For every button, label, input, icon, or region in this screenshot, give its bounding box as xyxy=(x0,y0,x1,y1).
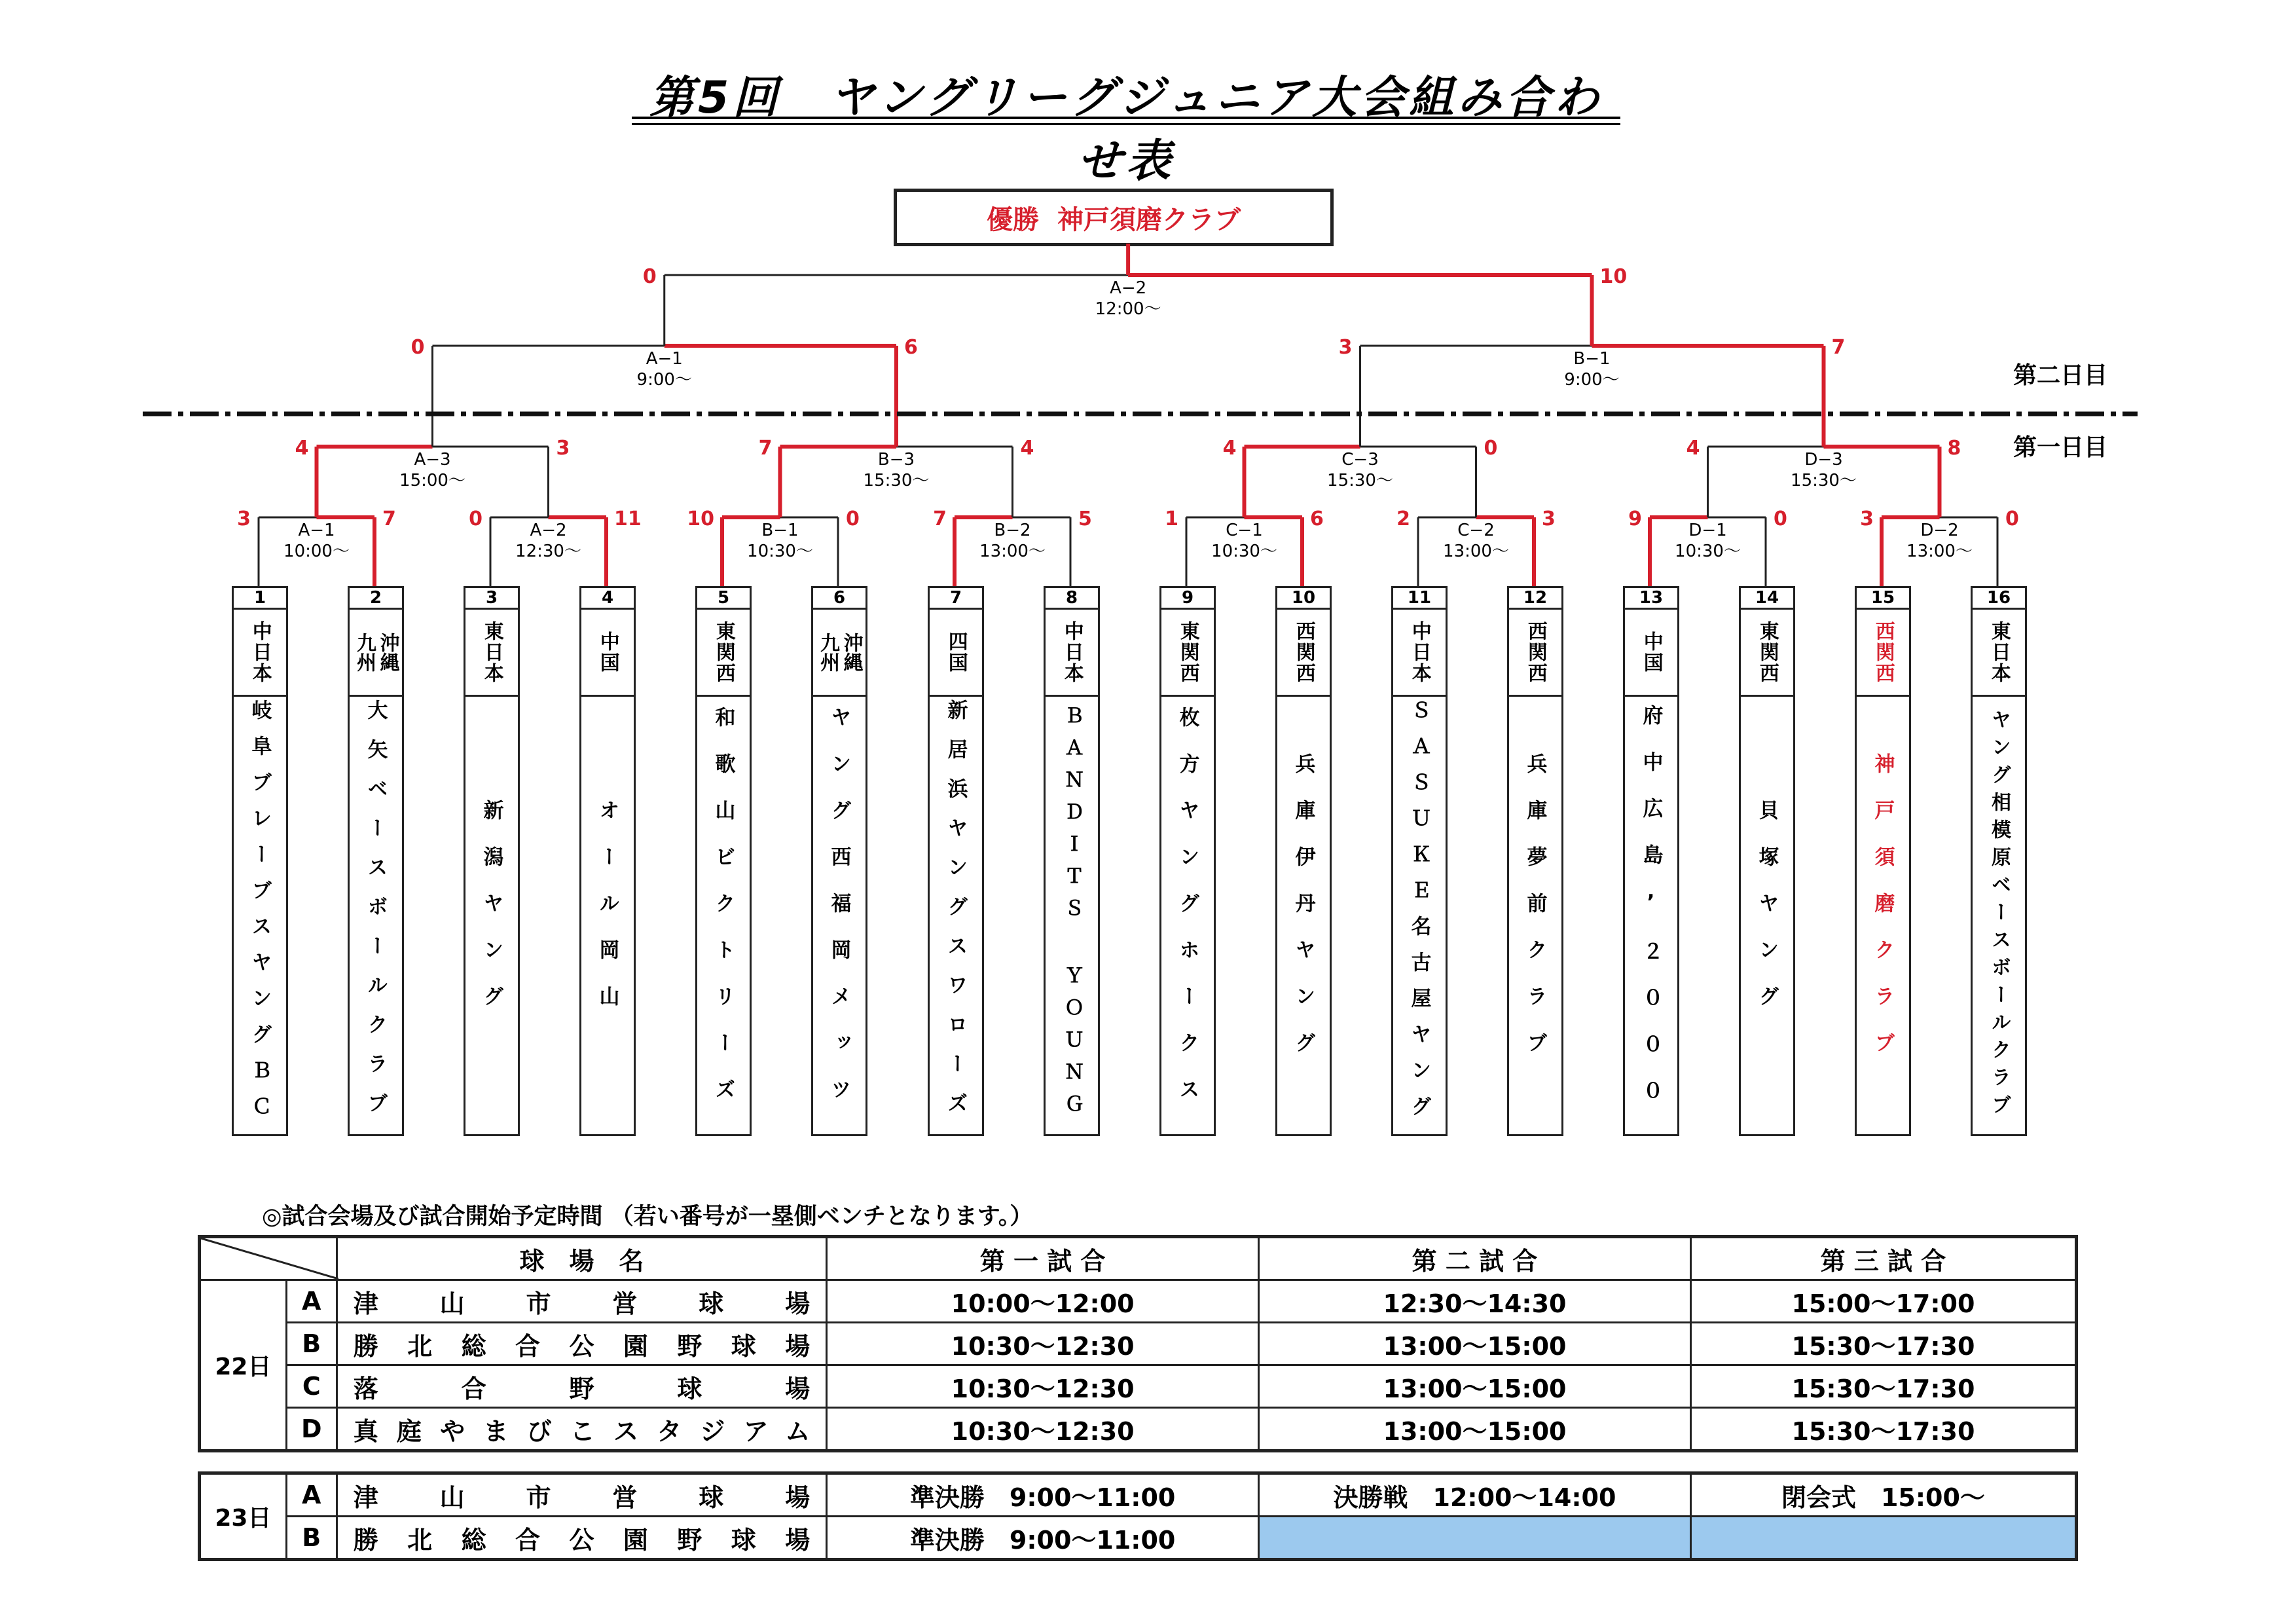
header-game3: 第 三 試 合 xyxy=(1690,1237,2076,1280)
region-text: 西関西 xyxy=(1292,621,1315,684)
game3-time: 15:30〜17:30 xyxy=(1690,1323,2076,1365)
game3-time: 閉会式 15:00〜 xyxy=(1690,1473,2076,1517)
region-text: 四国 xyxy=(944,631,968,673)
team-region xyxy=(581,610,634,697)
team-number: 10 xyxy=(1277,588,1330,610)
team-name-text: 新潟ヤング xyxy=(479,799,503,1032)
team-name-text: 神戸須磨クラブ xyxy=(1870,752,1895,1079)
game2-time xyxy=(1259,1517,1691,1560)
team-name xyxy=(1161,697,1214,1134)
venue-code: C xyxy=(286,1365,337,1408)
team-name xyxy=(1393,697,1446,1134)
r1-match-7-right-score: 0 xyxy=(1774,507,1787,530)
team-number: 7 xyxy=(930,588,982,610)
r1-match-3-right-score: 0 xyxy=(846,507,860,530)
team-name-text: 岐阜ブレーブスヤングＢＣ xyxy=(247,699,272,1132)
semi-match-1-code: A−1 xyxy=(646,349,683,369)
semi-match-2-code: B−1 xyxy=(1573,349,1611,369)
day22-row xyxy=(200,1323,2077,1365)
r1-match-6-left-score: 2 xyxy=(1396,507,1410,530)
header-game1: 第 一 試 合 xyxy=(827,1237,1259,1280)
game1-time: 準決勝 9:00〜11:00 xyxy=(827,1517,1259,1560)
champion-team: 神戸須磨クラブ xyxy=(1057,204,1241,235)
team-box xyxy=(1391,586,1448,1136)
team-region xyxy=(1161,610,1214,697)
r1-match-8-time: 13:00〜 xyxy=(1906,542,1973,561)
team-region xyxy=(930,610,982,697)
team-number: 1 xyxy=(234,588,286,610)
venue-name: 津山市営球場 xyxy=(337,1473,827,1517)
game3-time xyxy=(1690,1517,2076,1560)
venue-name: 勝北総合公園野球場 xyxy=(337,1323,827,1365)
team-name xyxy=(930,697,982,1134)
r2-match-4-left-score: 4 xyxy=(1686,437,1700,460)
region-text xyxy=(354,633,398,672)
team-name xyxy=(350,697,402,1134)
team-name-text: ＢＡＮＤＩＴＳ ＹＯＵＮＧ xyxy=(1061,705,1084,1126)
r1-match-3-left-score: 10 xyxy=(687,507,714,530)
r1-match-2-right-score: 11 xyxy=(614,507,642,530)
r1-match-6-code: C−2 xyxy=(1457,521,1495,540)
region-text: 中日本 xyxy=(1408,621,1431,684)
r2-match-3-left-score: 4 xyxy=(1222,437,1237,460)
r1-match-4-right-score: 5 xyxy=(1078,507,1092,530)
team-name-text: ＳＡＳＵＫＥ名古屋ヤング xyxy=(1407,699,1431,1132)
r1-match-8-code: D−2 xyxy=(1920,521,1959,540)
team-number: 4 xyxy=(581,588,634,610)
final-match-left-score: 0 xyxy=(642,265,657,288)
r1-match-2-code: A−2 xyxy=(530,521,567,540)
venue-code: D xyxy=(286,1408,337,1451)
r1-match-8-left-score: 3 xyxy=(1860,507,1874,530)
r2-match-4-time: 15:30〜 xyxy=(1791,471,1857,490)
team-name xyxy=(1973,697,2025,1134)
r2-match-4-code: D−3 xyxy=(1804,450,1843,470)
team-box xyxy=(811,586,867,1136)
team-name xyxy=(234,697,286,1134)
team-region xyxy=(1857,610,1909,697)
team-region xyxy=(1277,610,1330,697)
team-name-text: ヤング西福岡メッツ xyxy=(827,706,851,1125)
team-number: 15 xyxy=(1857,588,1909,610)
team-region xyxy=(697,610,750,697)
team-name-text: 貝塚ヤング xyxy=(1755,799,1779,1032)
team-name xyxy=(581,697,634,1134)
venue-name: 落合野球場 xyxy=(337,1365,827,1408)
final-match-code: A−2 xyxy=(1110,278,1147,298)
region-text: 東関西 xyxy=(712,621,735,684)
venue-code: A xyxy=(286,1473,337,1517)
r1-match-5-code: C−1 xyxy=(1226,521,1263,540)
venue-name: 津山市営球場 xyxy=(337,1280,827,1323)
team-name-text: 大矢ベースボールクラブ xyxy=(363,699,388,1132)
team-number: 14 xyxy=(1741,588,1793,610)
r2-match-2-left-score: 7 xyxy=(758,437,773,460)
game3-time: 15:00〜17:00 xyxy=(1690,1280,2076,1323)
day23-row xyxy=(200,1473,2077,1517)
day2-label: 第二日目 xyxy=(2013,362,2108,389)
r1-match-7-code: D−1 xyxy=(1688,521,1727,540)
r2-match-3-code: C−3 xyxy=(1341,450,1379,470)
team-number: 6 xyxy=(813,588,866,610)
team-box xyxy=(348,586,404,1136)
team-region xyxy=(1046,610,1098,697)
r2-match-1-code: A−3 xyxy=(414,450,451,470)
team-box xyxy=(1855,586,1911,1136)
r1-match-4-left-score: 7 xyxy=(933,507,947,530)
team-number: 11 xyxy=(1393,588,1446,610)
semi-match-2-right-score: 7 xyxy=(1831,336,1846,359)
team-box xyxy=(1739,586,1795,1136)
venue-code: B xyxy=(286,1517,337,1560)
venue-name: 真庭やまびこスタジアム xyxy=(337,1408,827,1451)
region-text: 東日本 xyxy=(480,621,503,684)
team-name xyxy=(813,697,866,1134)
champion-label: 優勝 xyxy=(987,204,1039,235)
day22-row xyxy=(200,1365,2077,1408)
team-box xyxy=(232,586,288,1136)
r2-match-2-right-score: 4 xyxy=(1020,437,1034,460)
team-name xyxy=(1741,697,1793,1134)
team-box xyxy=(579,586,636,1136)
header-corner xyxy=(200,1237,337,1280)
team-number: 9 xyxy=(1161,588,1214,610)
team-number: 5 xyxy=(697,588,750,610)
semi-match-2-time: 9:00〜 xyxy=(1564,370,1620,390)
r2-match-2-time: 15:30〜 xyxy=(863,471,930,490)
team-box xyxy=(1623,586,1679,1136)
team-box xyxy=(928,586,984,1136)
r2-match-4-right-score: 8 xyxy=(1947,437,1961,460)
r1-match-6-right-score: 3 xyxy=(1542,507,1556,530)
team-number: 3 xyxy=(465,588,518,610)
day23-row xyxy=(200,1517,2077,1560)
venue-name: 勝北総合公園野球場 xyxy=(337,1517,827,1560)
schedule-header-row xyxy=(200,1237,2077,1280)
team-region xyxy=(350,610,402,697)
team-name xyxy=(1509,697,1561,1134)
region-text: 中国 xyxy=(596,631,619,673)
venue-code: A xyxy=(286,1280,337,1323)
game3-time: 15:30〜17:30 xyxy=(1690,1408,2076,1451)
game1-time: 10:30〜12:30 xyxy=(827,1408,1259,1451)
team-name-text: オール岡山 xyxy=(595,799,619,1032)
team-box xyxy=(1507,586,1563,1136)
r2-match-2-code: B−3 xyxy=(877,450,915,470)
day23-day-label: 23日 xyxy=(200,1473,287,1560)
schedule-table-day22 xyxy=(198,1235,2078,1452)
schedule-table-day23 xyxy=(198,1471,2078,1561)
region-text xyxy=(818,633,862,672)
team-name xyxy=(697,697,750,1134)
r1-match-1-time: 10:00〜 xyxy=(283,542,350,561)
game2-time: 12:30〜14:30 xyxy=(1259,1280,1691,1323)
header-game2: 第 二 試 合 xyxy=(1259,1237,1691,1280)
team-box xyxy=(695,586,752,1136)
team-region xyxy=(465,610,518,697)
team-name-text: 兵庫夢前クラブ xyxy=(1523,752,1547,1079)
region-line-2: 沖縄 xyxy=(376,633,399,672)
team-name xyxy=(1046,697,1098,1134)
region-line-1: 九州 xyxy=(816,633,839,672)
semi-match-1-left-score: 0 xyxy=(410,336,425,359)
region-text: 東関西 xyxy=(1755,621,1779,684)
team-region xyxy=(234,610,286,697)
team-name-text: 兵庫伊丹ヤング xyxy=(1291,752,1315,1079)
team-number: 13 xyxy=(1625,588,1677,610)
r1-match-5-time: 10:30〜 xyxy=(1211,542,1277,561)
r1-match-2-left-score: 0 xyxy=(469,507,483,530)
team-box xyxy=(1159,586,1216,1136)
r1-match-2-time: 12:30〜 xyxy=(515,542,581,561)
header-venue: 球 場 名 xyxy=(337,1237,827,1280)
region-line-2: 沖縄 xyxy=(839,633,863,672)
r1-match-7-time: 10:30〜 xyxy=(1675,542,1741,561)
team-name xyxy=(1625,697,1677,1134)
team-box xyxy=(1971,586,2027,1136)
region-text: 東日本 xyxy=(1987,621,2011,684)
team-box xyxy=(1044,586,1100,1136)
region-line-1: 九州 xyxy=(353,633,376,672)
day22-row xyxy=(200,1408,2077,1451)
semi-match-1-time: 9:00〜 xyxy=(636,370,692,390)
team-number: 12 xyxy=(1509,588,1561,610)
team-name-text: 府中広島’２０００ xyxy=(1639,705,1663,1126)
game1-time: 10:30〜12:30 xyxy=(827,1365,1259,1408)
r2-match-3-right-score: 0 xyxy=(1484,437,1498,460)
r1-match-6-time: 13:00〜 xyxy=(1443,542,1509,561)
semi-match-1-right-score: 6 xyxy=(904,336,918,359)
semi-match-2-left-score: 3 xyxy=(1338,336,1353,359)
game1-time: 10:30〜12:30 xyxy=(827,1323,1259,1365)
team-region xyxy=(1393,610,1446,697)
region-text: 西関西 xyxy=(1523,621,1547,684)
region-text: 中国 xyxy=(1639,631,1663,673)
region-text: 中日本 xyxy=(248,621,272,684)
page-title: 第5回 ヤングリーグジュニア大会組み合わせ表 xyxy=(649,72,1603,187)
day1-label: 第一日目 xyxy=(2013,434,2108,461)
team-region xyxy=(813,610,866,697)
game1-time: 10:00〜12:00 xyxy=(827,1280,1259,1323)
team-name-text: 枚方ヤングホークス xyxy=(1175,706,1199,1125)
team-number: 2 xyxy=(350,588,402,610)
team-number: 8 xyxy=(1046,588,1098,610)
team-name xyxy=(465,697,518,1134)
team-name xyxy=(1277,697,1330,1134)
team-region xyxy=(1625,610,1677,697)
team-box xyxy=(1275,586,1332,1136)
r1-match-4-time: 13:00〜 xyxy=(979,542,1046,561)
r1-match-5-right-score: 6 xyxy=(1310,507,1324,530)
team-region xyxy=(1741,610,1793,697)
game2-time: 13:00〜15:00 xyxy=(1259,1365,1691,1408)
game1-time: 準決勝 9:00〜11:00 xyxy=(827,1473,1259,1517)
r1-match-1-right-score: 7 xyxy=(382,507,396,530)
r2-match-3-time: 15:30〜 xyxy=(1327,471,1393,490)
region-text: 中日本 xyxy=(1060,621,1084,684)
r1-match-8-right-score: 0 xyxy=(2005,507,2019,530)
team-box xyxy=(464,586,520,1136)
game2-time: 13:00〜15:00 xyxy=(1259,1323,1691,1365)
team-name-text: 和歌山ビクトリーズ xyxy=(711,706,735,1125)
team-number: 16 xyxy=(1973,588,2025,610)
team-name-text: 新居浜ヤングスワローズ xyxy=(943,699,968,1132)
r1-match-1-left-score: 3 xyxy=(237,507,251,530)
team-region xyxy=(1509,610,1561,697)
r2-match-1-left-score: 4 xyxy=(295,437,309,460)
r1-match-5-left-score: 1 xyxy=(1165,507,1178,530)
r2-match-1-right-score: 3 xyxy=(556,437,570,460)
game2-time: 13:00〜15:00 xyxy=(1259,1408,1691,1451)
r2-match-1-time: 15:00〜 xyxy=(399,471,465,490)
team-name-text: ヤング相模原ベースボールクラブ xyxy=(1988,709,2011,1122)
r1-match-3-code: B−1 xyxy=(761,521,799,540)
team-region xyxy=(1973,610,2025,697)
team-name xyxy=(1857,697,1909,1134)
venue-code: B xyxy=(286,1323,337,1365)
r1-match-7-left-score: 9 xyxy=(1628,507,1642,530)
r1-match-1-code: A−1 xyxy=(298,521,335,540)
final-match-time: 12:00〜 xyxy=(1095,299,1161,319)
schedule-note: ◎試合会場及び試合開始予定時間 （若い番号が一塁側ベンチとなります。） xyxy=(262,1204,1033,1230)
region-text: 東関西 xyxy=(1176,621,1199,684)
r1-match-4-code: B−2 xyxy=(994,521,1031,540)
game2-time: 決勝戦 12:00〜14:00 xyxy=(1259,1473,1691,1517)
corner-diagonal xyxy=(201,1238,338,1279)
region-text: 西関西 xyxy=(1871,621,1895,684)
r1-match-3-time: 10:30〜 xyxy=(747,542,813,561)
day22-row xyxy=(200,1280,2077,1323)
final-match-right-score: 10 xyxy=(1599,265,1628,288)
game3-time: 15:30〜17:30 xyxy=(1690,1365,2076,1408)
day22-day-label: 22日 xyxy=(200,1280,287,1451)
